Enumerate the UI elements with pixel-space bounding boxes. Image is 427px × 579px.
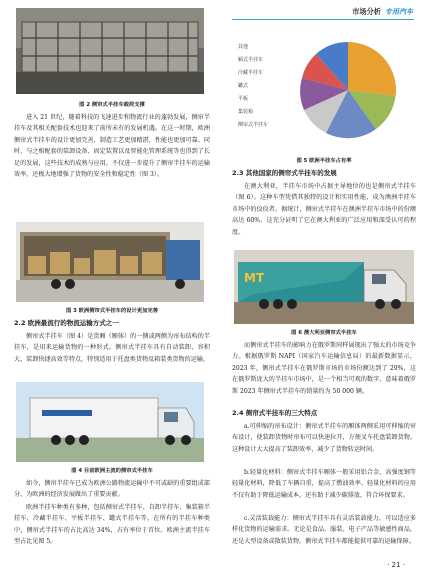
pie-legend-2: 厢式半挂车 bbox=[238, 57, 264, 63]
figure-2-photo bbox=[16, 8, 204, 94]
figure-3-photo bbox=[16, 222, 204, 302]
page-number: · 21 · bbox=[387, 561, 405, 569]
pie-legend-4: 罐式 bbox=[238, 83, 249, 89]
figure-3-caption: 图 3 欧洲侧帘式半挂车的设计更加完善 bbox=[65, 308, 159, 314]
paragraph-curtainsider-definition: 侧帘式半挂车（图 4）是货厢（厢体）的一侧或两侧为帘布结构的半挂车，是用来运输货物的一种形式。侧帘式半挂车具有自动装卸、容积大、装卸快捷高效等特点，特别适用于托盘类货物及箱装类货物的运输。 bbox=[14, 333, 210, 363]
right-column bbox=[232, 0, 416, 579]
paragraph-feature-c: c.灵活装载能力：侧帘式半挂车具有灵活装载能力，可以适应多样化货物的运输需求。无论是食品、服装、电子产品等敏感性商品，还是大型设备或散装货物，侧帘式半挂车都能提供可靠的运输保障。 bbox=[232, 515, 416, 545]
heading-2-3: 2.3 其他国家的侧帘式半挂车的发展 bbox=[232, 169, 337, 177]
heading-2-4: 2.4 侧帘式半挂车的三大特点 bbox=[232, 409, 318, 417]
figure-2-caption: 图 2 侧帘式半挂车载荷支撑 bbox=[79, 102, 145, 108]
figure-5-pie-chart bbox=[236, 28, 412, 152]
pie-legend-5: 平板 bbox=[238, 96, 249, 102]
paragraph-feature-b: b.轻量化材料：侧帘式半挂车厢体一般采用铝合金、高强度钢等轻量化材料，降低了车辆自重，提高了燃油效率。轻量化材料的应用不仅有助于降低运输成本，还有助于减少碳排放，符合环保要求。 bbox=[232, 469, 416, 499]
brand-logo: 专用汽车 bbox=[385, 8, 413, 16]
pie-legend-3: 冷藏半挂车 bbox=[238, 70, 264, 76]
figure-4-photo bbox=[16, 382, 204, 462]
pie-legend-1: 其他 bbox=[238, 44, 249, 50]
heading-2-2: 2.2 欧洲最流行的物流运输方式之一 bbox=[14, 319, 119, 327]
figure-5-caption: 图 5 欧洲半挂车占有率 bbox=[296, 158, 352, 164]
pie-legend bbox=[238, 43, 268, 128]
paragraph-europe-importance: 如今，侧帘半挂车已成为欧洲公路物流运输中不可或缺的重要组成部分，为欧洲的经济发展做出了重要贡献。 bbox=[14, 480, 210, 499]
svg-text:MT: MT bbox=[244, 271, 265, 285]
figure-4-caption: 图 4 目前欧洲主流的侧帘式半挂车 bbox=[71, 468, 153, 474]
left-column bbox=[14, 0, 210, 579]
pie-legend-7: 侧帘式半挂车 bbox=[238, 122, 269, 128]
paragraph-trailer-types: 欧洲半挂车种类有多种，包括侧帘式半挂车、自卸半挂车、集装箱半挂车、冷藏半挂车、平板半挂车、罐式半挂车等。在所有的半挂车种类中，侧帘式半挂车的占比高达 34%，占有率位于首位。欧洲主流半挂车型占比见图 5。 bbox=[14, 504, 210, 546]
pie-slices bbox=[300, 42, 396, 138]
figure-6-caption: 图 6 澳大利亚侧帘式半挂车 bbox=[291, 330, 357, 336]
paragraph-australia: 在澳大利亚，半挂车市场中占据主导地位的也是侧帘式半挂车（图 6）。这种车型凭借其独特的设计和实用性能，成为澳洲半挂车市场中的佼佼者。据统计，侧帘式半挂车在澳洲半挂车市场中的份额高达 60%，这充分证明了它在澳大利亚的广泛应用和深受认可的程度。 bbox=[232, 183, 416, 236]
paragraph-intro: 进入 21 世纪，随着科技的飞速进步和物流行业的蓬勃发展，侧帘半挂车及其相关配套技术也迎来了前所未有的发展机遇。在这一时期，欧洲侧帘式半挂车的设计更加完善，制造工艺更加精湛，性能也更加可靠。同时，与之相配套的装卸设备、固定装置以及智能化管理系统等也得到了长足的发展，这些技术的成熟与应用，不仅进一步提升了侧帘半挂车的运输效率，还极大地增强了货物的安全性和稳定性（图 3）。 bbox=[14, 114, 210, 179]
paragraph-russia: 而侧帘式半挂车的影响力在俄罗斯同样展现出了强大的市场竞争力。根据俄罗斯 NAPI（国家汽车运输信息局）的最新数据显示，2023 年，侧帘式半挂车在俄罗斯市场的市场份额达到了 29%，这在俄罗斯庞大的半挂车市场中，是一个相当可观的数字，意味着俄罗斯 2023 年侧帘式半挂车的销量约为 50 000 辆。 bbox=[232, 342, 416, 395]
paragraph-feature-a: a.可伸缩的帘布设计：侧帘式半挂车的厢体两侧采用可伸缩的帘布设计，使装卸货物时帘布可以快速拉开，方便叉车托盘装卸货物。这种设计大大提高了装卸效率，减少了货物转运时间。 bbox=[232, 423, 416, 453]
section-name: 市场分析 bbox=[352, 7, 381, 16]
pie-legend-6: 集装箱 bbox=[238, 109, 254, 115]
figure-6-photo bbox=[234, 250, 414, 324]
pie-slice-1 bbox=[348, 42, 396, 96]
